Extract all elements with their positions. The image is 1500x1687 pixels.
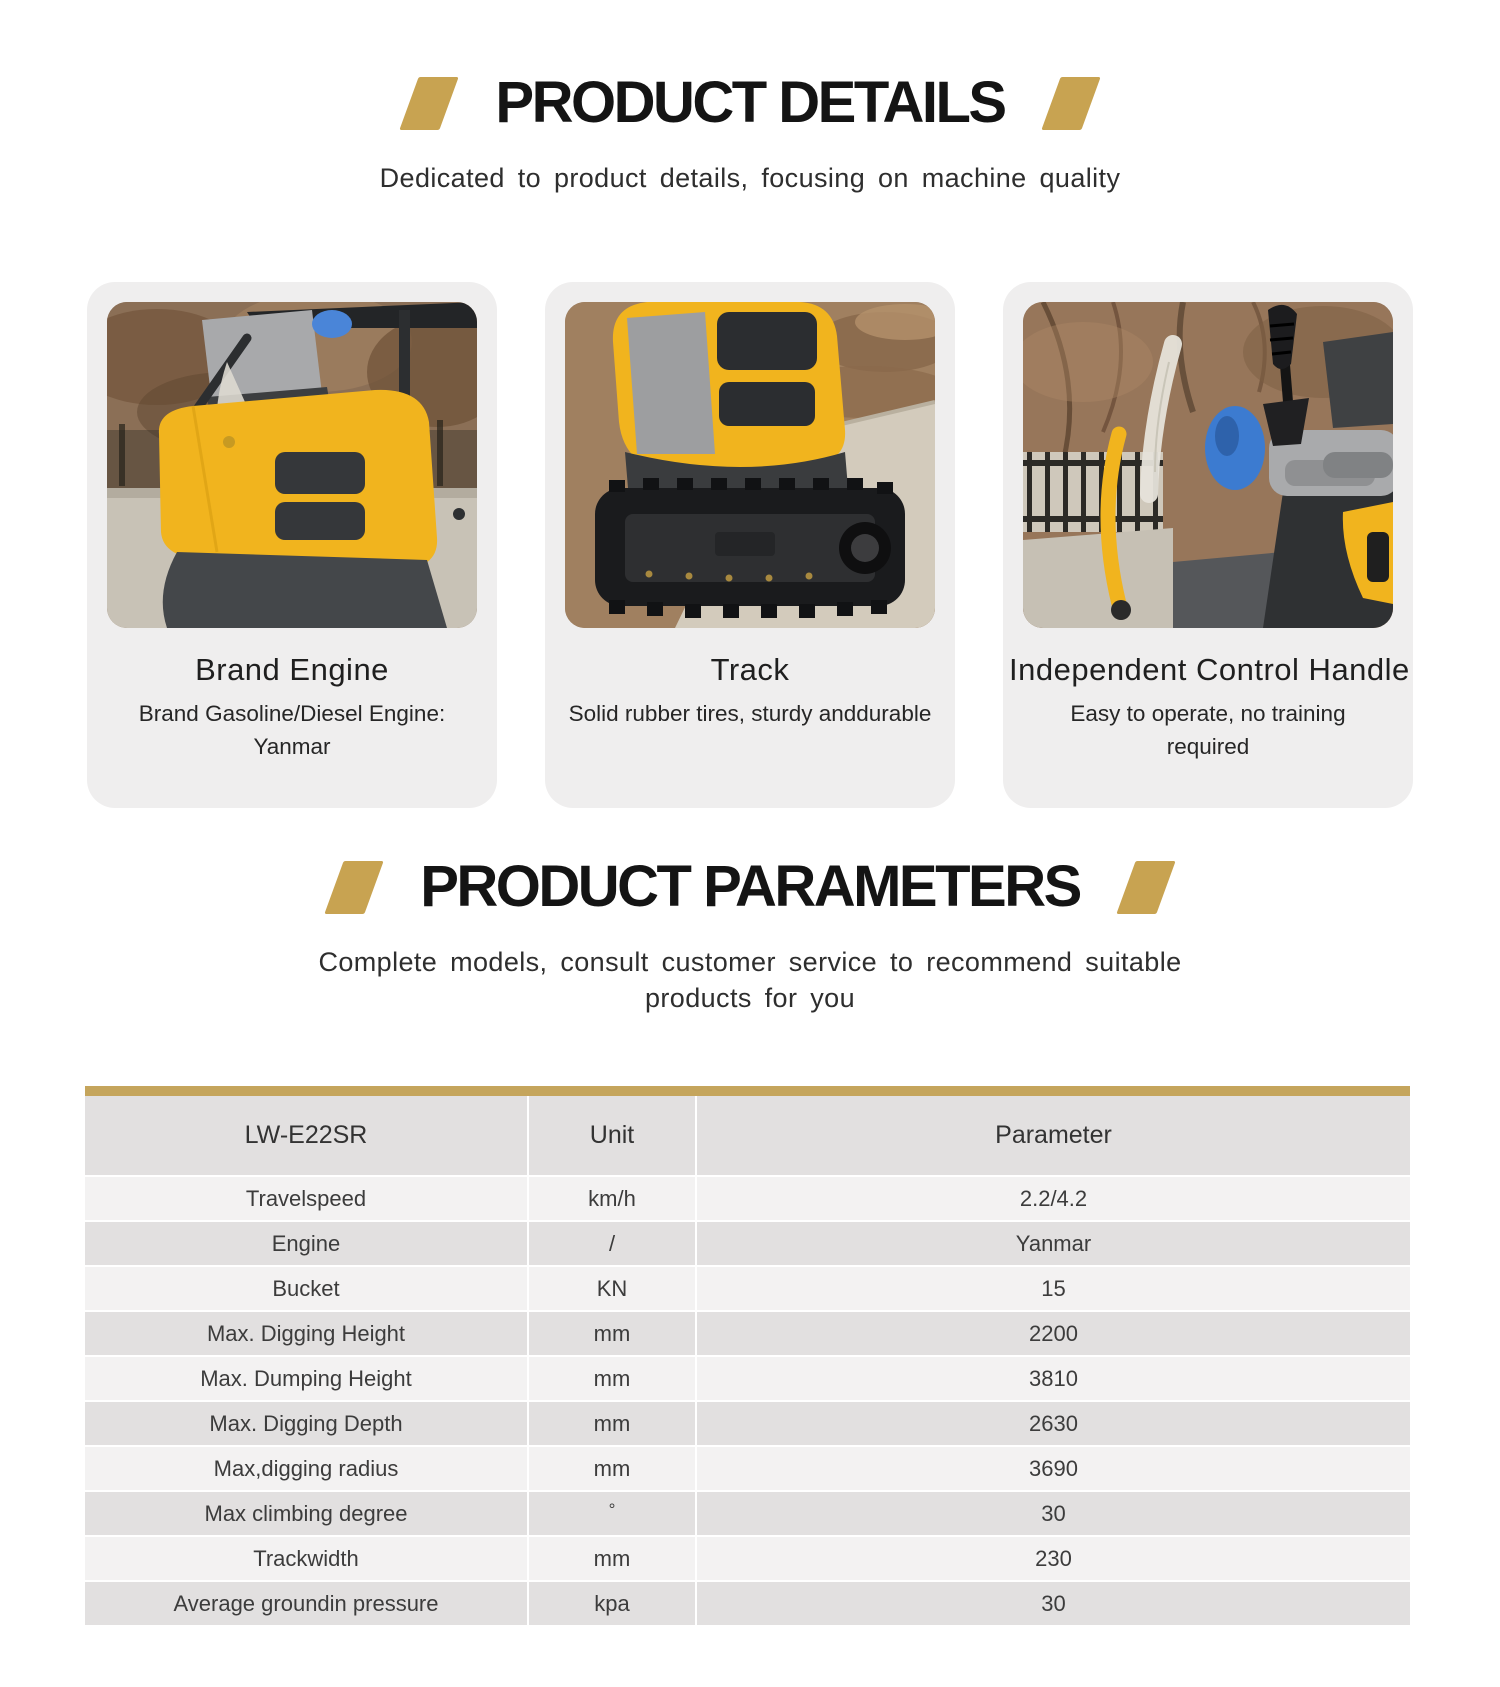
row-value: 2.2/4.2 <box>695 1177 1410 1220</box>
parameters-section-title: PRODUCT PARAMETERS <box>420 854 1080 919</box>
row-name: Travelspeed <box>245 1185 367 1211</box>
card-description: Solid rubber tires, sturdy anddurable <box>568 701 932 726</box>
row-value: 230 <box>695 1537 1410 1580</box>
feature-card-control-handle <box>1003 282 1413 808</box>
excavator-track-illustration <box>565 302 935 628</box>
row-name: Max. Digging Depth <box>209 1410 403 1436</box>
table-row-engine <box>85 1222 1410 1267</box>
row-name: Trackwidth <box>253 1545 359 1571</box>
table-header-row <box>85 1096 1410 1177</box>
gold-slash-left-icon <box>325 861 384 914</box>
row-name: Engine <box>271 1230 341 1256</box>
details-section-title: PRODUCT DETAILS <box>495 70 1005 135</box>
parameters-table <box>85 1086 1410 1627</box>
table-row-average-ground-pressure <box>85 1582 1410 1627</box>
row-unit: km/h <box>527 1177 695 1220</box>
card-description: Easy to operate, no training required <box>1070 701 1346 759</box>
row-unit: mm <box>527 1402 695 1445</box>
row-value: 2630 <box>695 1402 1410 1445</box>
card-title: Brand Engine <box>195 652 389 687</box>
row-name: Max,digging radius <box>213 1455 399 1481</box>
row-name: Max climbing degree <box>204 1500 408 1526</box>
excavator-rear-engine-photo <box>107 302 477 628</box>
table-row-max-climbing-degree <box>85 1492 1410 1537</box>
row-value: 2200 <box>695 1312 1410 1355</box>
column-header-model: LW-E22SR <box>244 1121 368 1149</box>
row-unit: mm <box>527 1312 695 1355</box>
control-handle-photo <box>1023 302 1393 628</box>
gold-slash-right-icon <box>1116 861 1175 914</box>
control-handle-illustration <box>1023 302 1393 628</box>
row-value: 30 <box>695 1492 1410 1535</box>
row-value: 3690 <box>695 1447 1410 1490</box>
table-top-accent-bar <box>85 1086 1410 1096</box>
row-unit <box>527 1492 695 1535</box>
table-row-trackwidth <box>85 1537 1410 1582</box>
row-unit: KN <box>527 1267 695 1310</box>
product-details-section <box>0 0 1500 808</box>
degree-symbol: ° <box>608 1500 616 1519</box>
table-row-bucket <box>85 1267 1410 1312</box>
column-header-parameter: Parameter <box>695 1096 1410 1175</box>
row-unit: mm <box>527 1447 695 1490</box>
row-unit: kpa <box>527 1582 695 1625</box>
card-title: Independent Control Handle <box>1009 652 1410 687</box>
excavator-rear-illustration <box>107 302 477 628</box>
table-row-max-digging-depth <box>85 1402 1410 1447</box>
parameters-section-subtitle: Complete models, consult customer service to recommend suitable products for you <box>318 947 1182 1013</box>
row-value: 3810 <box>695 1357 1410 1400</box>
row-unit: mm <box>527 1357 695 1400</box>
product-parameters-section <box>0 808 1500 1627</box>
row-name: Bucket <box>272 1275 340 1301</box>
table-row-max-digging-height <box>85 1312 1410 1357</box>
row-name: Max. Dumping Height <box>200 1365 412 1391</box>
feature-card-brand-engine <box>87 282 497 808</box>
table-row-travelspeed <box>85 1177 1410 1222</box>
column-header-unit: Unit <box>527 1096 695 1175</box>
card-title: Track <box>710 652 790 687</box>
feature-card-track <box>545 282 955 808</box>
card-description: Brand Gasoline/Diesel Engine: Yanmar <box>138 701 446 759</box>
gold-slash-right-icon <box>1041 77 1100 130</box>
row-value: 15 <box>695 1267 1410 1310</box>
row-unit: / <box>527 1222 695 1265</box>
row-name: Average groundin pressure <box>173 1590 439 1616</box>
details-section-subtitle: Dedicated to product details, focusing on machine quality <box>379 163 1121 193</box>
details-title-row <box>0 0 1500 134</box>
row-unit: mm <box>527 1537 695 1580</box>
row-value: 30 <box>695 1582 1410 1625</box>
excavator-track-photo <box>565 302 935 628</box>
feature-cards-row <box>0 282 1500 808</box>
parameters-title-row <box>0 808 1500 918</box>
table-row-max-dumping-height <box>85 1357 1410 1402</box>
row-name: Max. Digging Height <box>206 1320 406 1346</box>
table-row-max-digging-radius <box>85 1447 1410 1492</box>
row-value: Yanmar <box>695 1222 1410 1265</box>
gold-slash-left-icon <box>400 77 459 130</box>
